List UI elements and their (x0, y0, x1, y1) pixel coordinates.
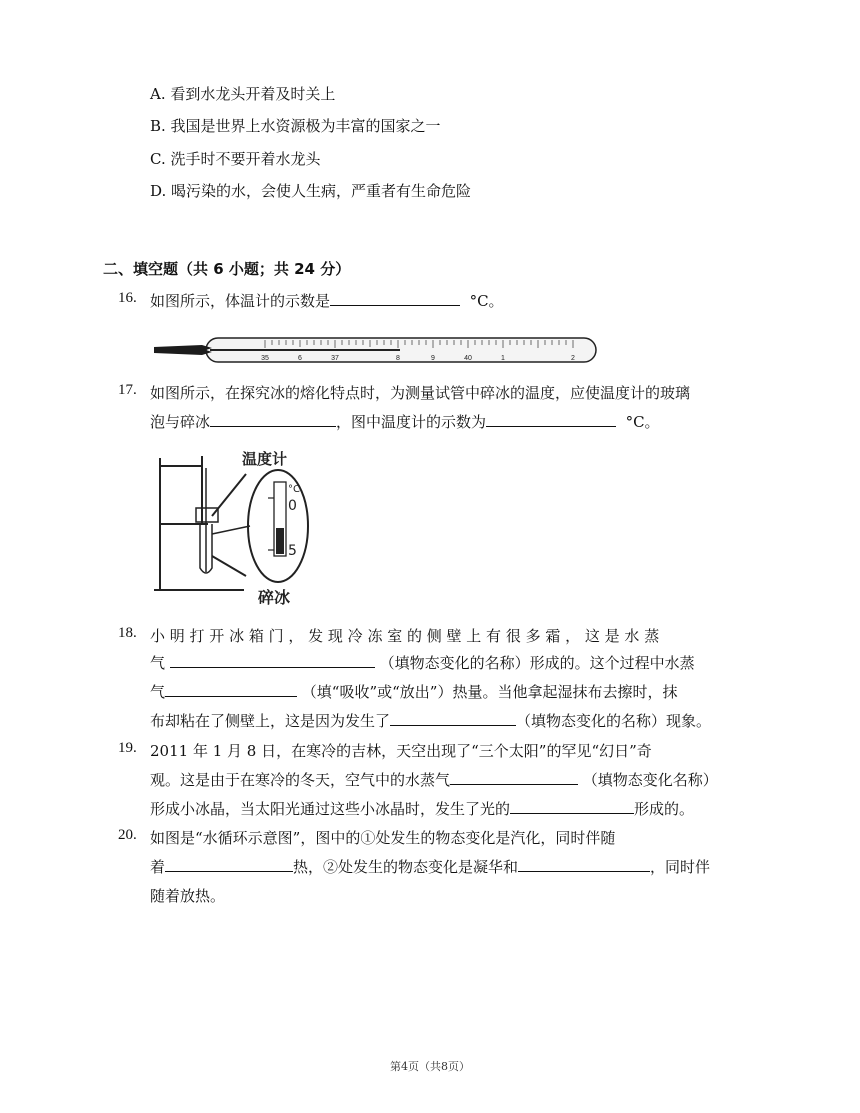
question-number-18: 18. (118, 625, 137, 641)
clinical-thermometer-figure (150, 336, 600, 366)
q18-text: 布却粘在了侧壁上，这是因为发生了 (150, 712, 391, 730)
question-20-line-3: 随着放热。 (150, 887, 226, 905)
question-17-line-1: 如图所示，在探究冰的熔化特点时，为测量试管中碎冰的温度，应使温度计的玻璃 (150, 384, 691, 402)
question-number-16: 16. (118, 290, 137, 306)
q20-text: ，同时伴 (650, 858, 711, 876)
q18-text: 气 (150, 683, 166, 701)
figure-label-thermometer: 温度计 (242, 450, 288, 468)
q19-text: 形成的。 (634, 800, 695, 818)
question-18-line-4 (150, 710, 711, 731)
q20-text: 着 (150, 858, 166, 876)
question-18-line-1: 小 明 打 开 冰 箱 门 ， 发 现 冷 冻 室 的 侧 壁 上 有 很 多 霜 ， 这 是 水 蒸 (150, 627, 660, 645)
section-title: 二、填空题（共 6 小题；共 24 分） (103, 260, 351, 278)
q18-text: （填物态变化的名称）现象。 (516, 712, 712, 730)
thermo-label-37: 37 (331, 355, 339, 362)
figure-label-crushed-ice: 碎冰 (258, 588, 291, 607)
thermo-label-38: 8 (396, 355, 400, 362)
option-d: D. 喝污染的水，会使人生病，严重者有生命危险 (150, 182, 472, 200)
figure-unit-celsius: °C (288, 484, 300, 495)
ice-melting-apparatus-figure (150, 448, 310, 608)
question-18-line-2 (150, 652, 695, 673)
figure-tick-0: 0 (288, 498, 297, 514)
q18-text: 气 (150, 654, 166, 672)
answer-blank[interactable] (330, 291, 460, 306)
q16-text-a: 如图所示，体温计的示数是 (150, 292, 331, 310)
answer-blank[interactable] (486, 412, 616, 427)
question-number-20: 20. (118, 827, 137, 843)
question-18-line-3 (150, 681, 677, 702)
thermo-label-35: 35 (261, 355, 269, 362)
option-b: B. 我国是世界上水资源极为丰富的国家之一 (150, 117, 441, 135)
question-20-line-1: 如图是“水循环示意图”，图中的①处发生的物态变化是汽化，同时伴随 (150, 829, 616, 847)
q18-text: （填物态变化的名称）形成的。这个过程中水蒸 (379, 654, 695, 672)
question-16-text (150, 290, 504, 311)
thermo-label-42: 2 (571, 355, 575, 362)
q17-text: °C。 (625, 413, 660, 431)
question-20-line-2 (150, 856, 710, 877)
q19-text: 观。这是由于在寒冷的冬天，空气中的水蒸气 (150, 771, 451, 789)
option-c: C. 洗手时不要开着水龙头 (150, 150, 321, 168)
q20-text: 热，②处发生的物态变化是凝华和 (293, 858, 519, 876)
thermo-label-36: 6 (298, 355, 302, 362)
q17-text: 泡与碎冰 (150, 413, 211, 431)
answer-blank[interactable] (518, 857, 650, 872)
q18-text: （填“吸收”或“放出”）热量。当他拿起湿抹布去擦时，抹 (301, 683, 678, 701)
q19-text: 形成小冰晶，当太阳光通过这些小冰晶时，发生了光的 (150, 800, 511, 818)
figure-tick-5: 5 (288, 543, 297, 559)
q17-text: ，图中温度计的示数为 (336, 413, 487, 431)
question-number-17: 17. (118, 382, 137, 398)
option-a: A. 看到水龙头开着及时关上 (150, 85, 336, 103)
question-19-line-2 (150, 769, 718, 790)
answer-blank[interactable] (450, 770, 578, 785)
answer-blank[interactable] (210, 412, 336, 427)
question-19-line-1: 2011 年 1 月 8 日，在寒冷的吉林，天空出现了“三个太阳”的罕见“幻日”奇 (150, 742, 652, 760)
q19-text: （填物态变化名称） (582, 771, 718, 789)
thermo-label-39: 9 (431, 355, 435, 362)
answer-blank[interactable] (510, 799, 634, 814)
answer-blank[interactable] (165, 682, 297, 697)
question-19-line-3 (150, 798, 694, 819)
q16-text-b: °C。 (469, 292, 504, 310)
thermo-label-40: 40 (464, 355, 472, 362)
page-footer: 第4页（共8页） (390, 1060, 470, 1073)
thermo-label-41: 1 (501, 355, 505, 362)
answer-blank[interactable] (165, 857, 293, 872)
answer-blank[interactable] (170, 653, 375, 668)
question-17-line-2 (150, 411, 660, 432)
question-number-19: 19. (118, 740, 137, 756)
answer-blank[interactable] (390, 711, 516, 726)
